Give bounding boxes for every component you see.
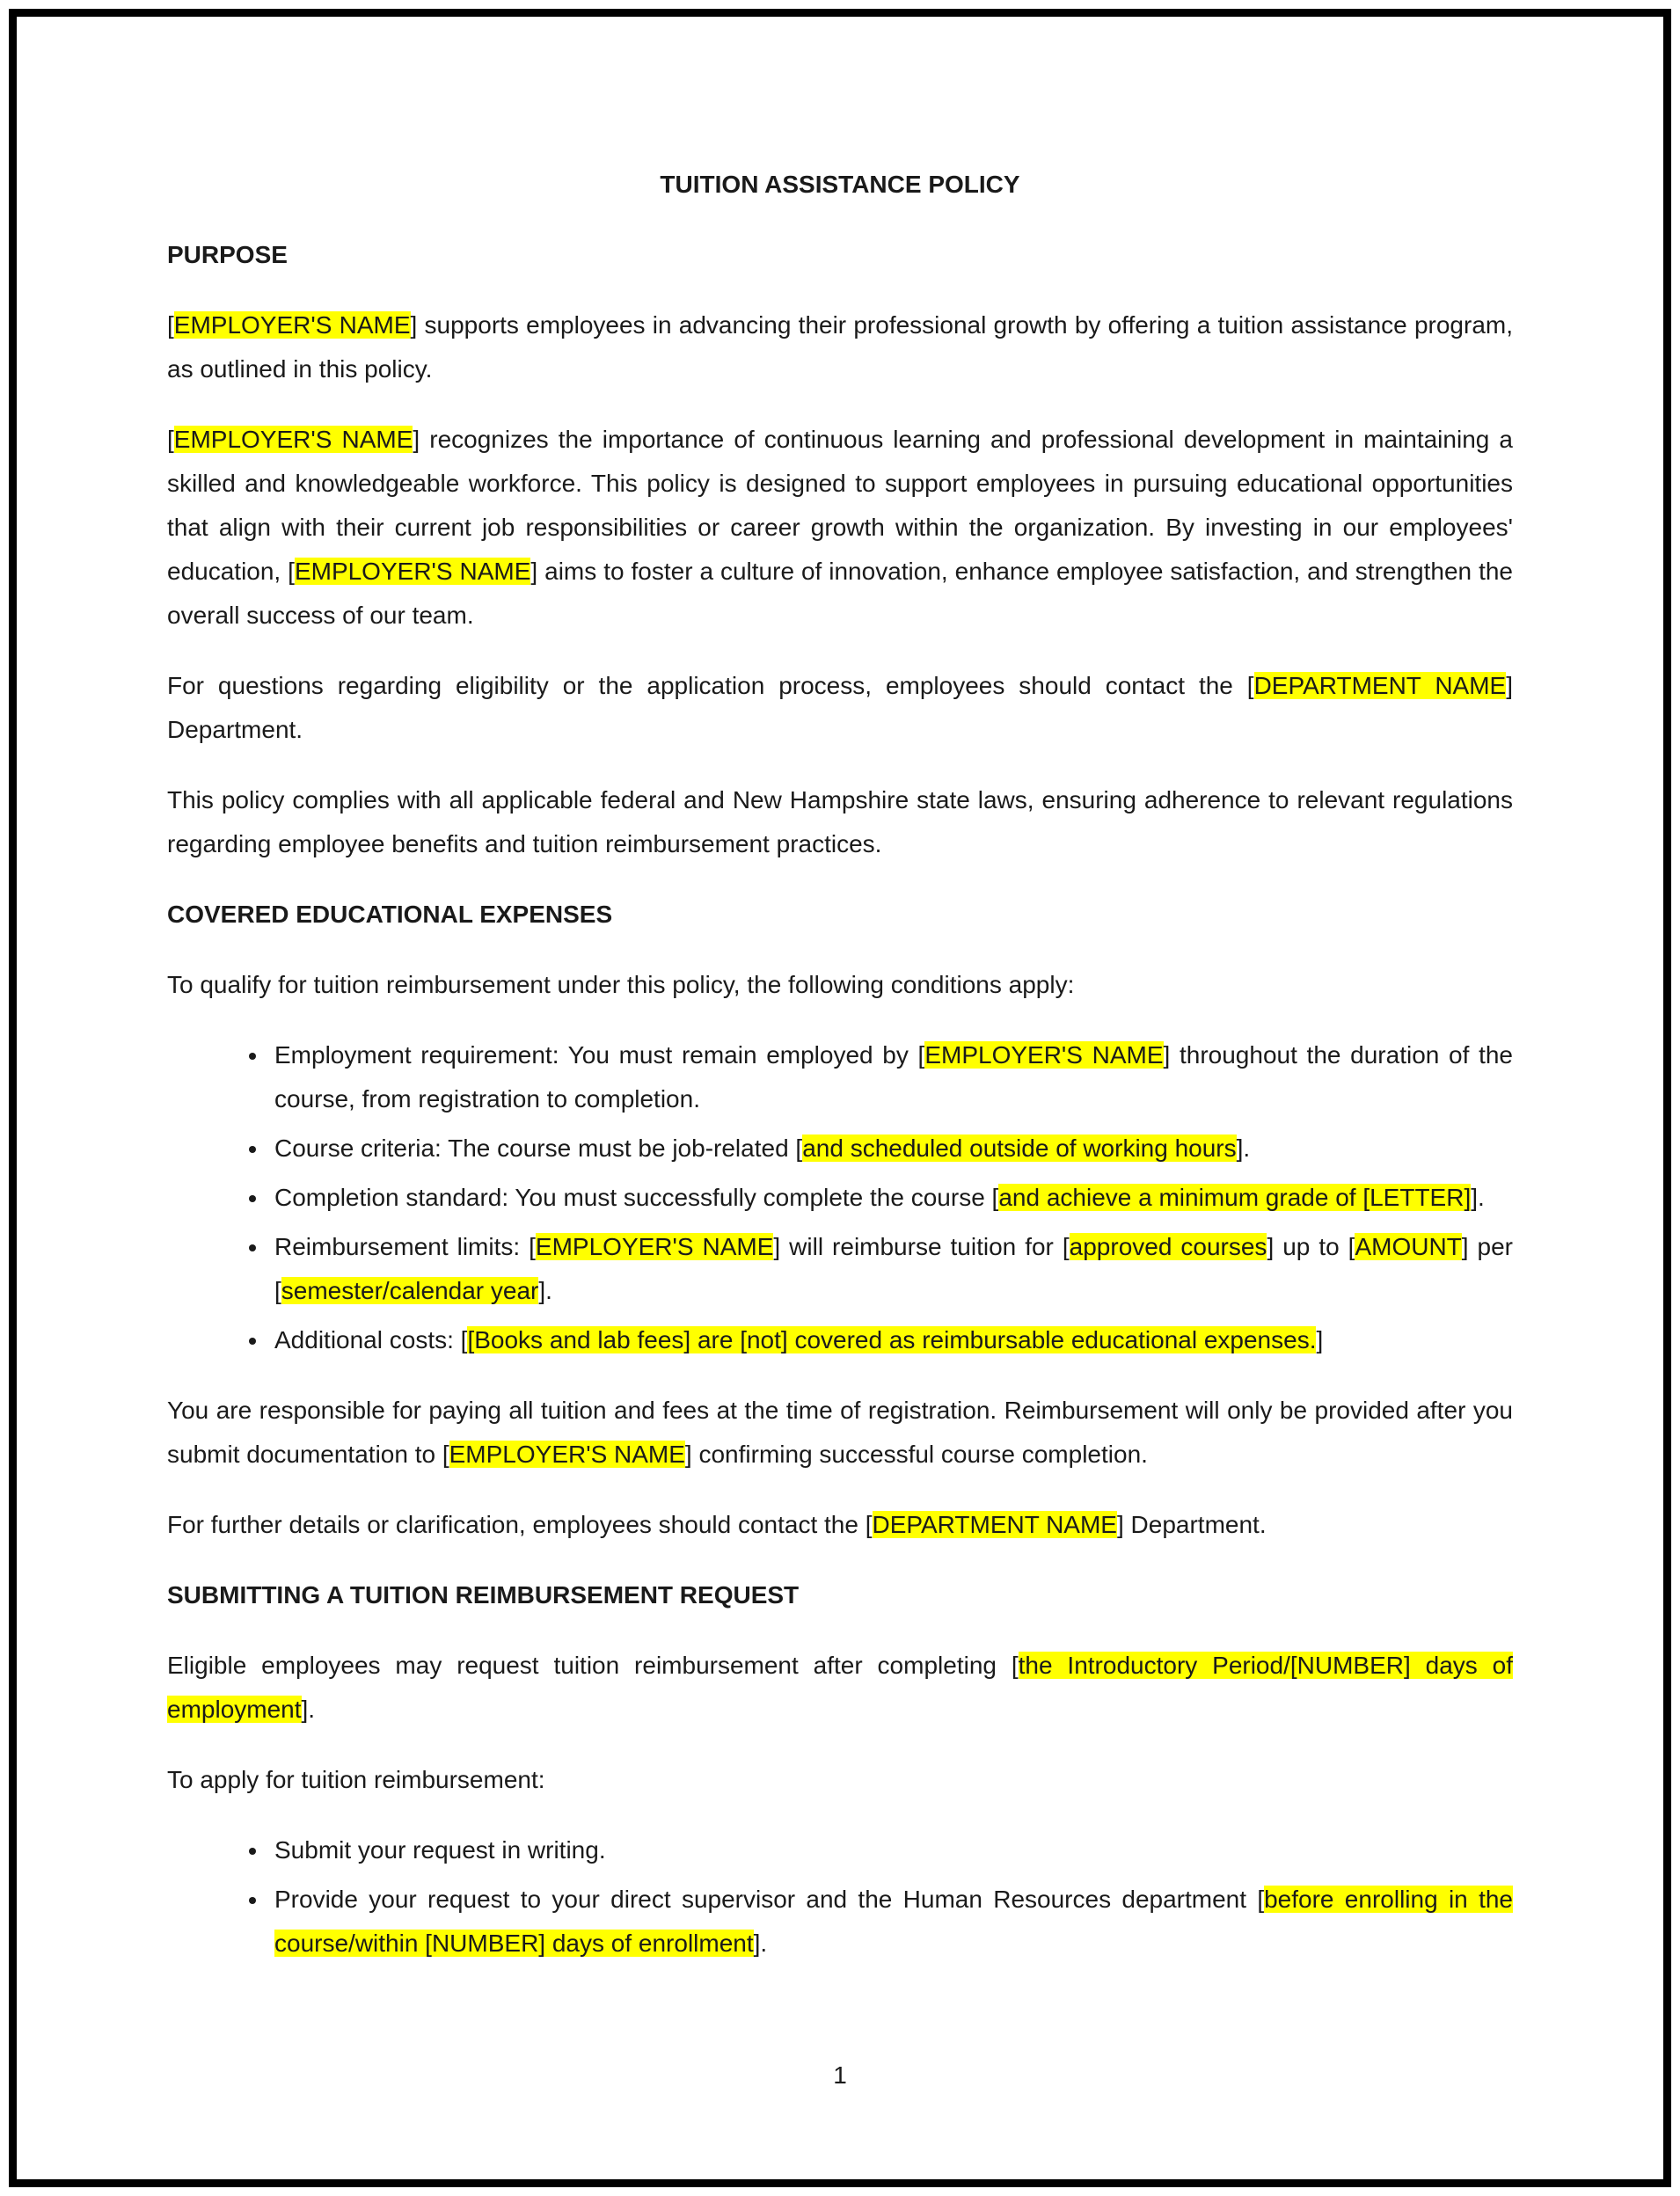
highlighted-placeholder: EMPLOYER'S NAME	[924, 1041, 1164, 1069]
text-run: ].	[1236, 1134, 1251, 1162]
text-run: ] throughout the duration of the course, from registration to completion.	[274, 1041, 1513, 1113]
highlighted-placeholder: EMPLOYER'S NAME	[535, 1233, 774, 1260]
highlighted-placeholder: EMPLOYER'S NAME	[294, 558, 531, 585]
highlighted-placeholder: AMOUNT	[1355, 1233, 1462, 1260]
purpose-paragraph-3	[167, 664, 1513, 752]
text-run: To apply for tuition reimbursement:	[167, 1766, 545, 1793]
text-run: ] Department.	[167, 672, 1513, 743]
covered-intro-paragraph	[167, 963, 1513, 1007]
list-item	[269, 1318, 1513, 1362]
text-run: ] per [	[274, 1233, 1513, 1304]
section-heading-purpose: PURPOSE	[167, 241, 288, 268]
document-title: TUITION ASSISTANCE POLICY	[660, 171, 1020, 198]
section-heading-submitting-request: SUBMITTING A TUITION REIMBURSEMENT REQUEST	[167, 1581, 800, 1609]
text-run: Eligible employees may request tuition reimbursement after completing [	[167, 1652, 1019, 1679]
text-run: Reimbursement limits: [	[274, 1233, 536, 1260]
text-run: ]	[1316, 1326, 1324, 1353]
highlighted-placeholder: and scheduled outside of working hours	[802, 1134, 1237, 1162]
highlighted-placeholder: before enrolling in the course/within [NUMBER] days of enrollment	[274, 1886, 1513, 1957]
highlighted-placeholder: DEPARTMENT NAME	[872, 1511, 1117, 1538]
text-run: For further details or clarification, employees should contact the [	[167, 1511, 873, 1538]
text-run: ] will reimburse tuition for [	[773, 1233, 1070, 1260]
text-run: [	[167, 311, 174, 339]
text-run: ] confirming successful course completion.	[684, 1441, 1148, 1468]
text-run: Employment requirement: You must remain employed by [	[274, 1041, 925, 1069]
text-run: Provide your request to your direct supervisor and the Human Resources department [	[274, 1886, 1265, 1913]
list-item	[269, 1033, 1513, 1121]
text-run: To qualify for tuition reimbursement under this policy, the following conditions apply:	[167, 971, 1075, 998]
text-run: ] supports employees in advancing their professional growth by offering a tuition assistance program, as outlined in this policy.	[167, 311, 1513, 383]
covered-conditions-list	[167, 1033, 1513, 1362]
text-run: [	[167, 426, 174, 453]
covered-outro-paragraph-2	[167, 1503, 1513, 1547]
text-run: For questions regarding eligibility or the application process, employees should contact the [	[167, 672, 1254, 699]
text-run: ] aims to foster a culture of innovation, enhance employee satisfaction, and strengthen the overall success of our team.	[167, 558, 1513, 629]
highlighted-placeholder: the Introductory Period/[NUMBER] days of employment	[167, 1652, 1513, 1723]
text-run: You are responsible for paying all tuition and fees at the time of registration. Reimbursement will only be provided after you submit documentation to [	[167, 1397, 1513, 1468]
list-item	[269, 1225, 1513, 1313]
list-item	[269, 1176, 1513, 1220]
purpose-paragraph-1	[167, 303, 1513, 391]
text-run: Additional costs: [	[274, 1326, 468, 1353]
list-item	[269, 1127, 1513, 1171]
text-run: ] recognizes the importance of continuous learning and professional development in maintaining a skilled and knowledgeable workforce. This policy is designed to support employees in pursuing educational opportunities that align with their current job responsibilities or career growth within the organization. By investing in our employees' education, [	[167, 426, 1513, 585]
purpose-paragraph-4	[167, 778, 1513, 866]
highlighted-placeholder: EMPLOYER'S NAME	[173, 311, 411, 339]
submitting-paragraph-1	[167, 1644, 1513, 1732]
highlighted-placeholder: EMPLOYER'S NAME	[173, 426, 413, 453]
submitting-steps-list	[167, 1828, 1513, 1966]
list-item	[269, 1878, 1513, 1966]
highlighted-placeholder: and achieve a minimum grade of [LETTER]	[998, 1184, 1472, 1211]
covered-outro-paragraph-1	[167, 1389, 1513, 1477]
text-run: ] up to [	[1267, 1233, 1355, 1260]
highlighted-placeholder: semester/calendar year	[281, 1277, 539, 1304]
text-run: This policy complies with all applicable federal and New Hampshire state laws, ensuring adherence to relevant regulations regarding employee benefits and tuition reimbursement practices.	[167, 786, 1513, 857]
text-run: ].	[538, 1277, 552, 1304]
text-run: Completion standard: You must successfully complete the course [	[274, 1184, 999, 1211]
highlighted-placeholder: EMPLOYER'S NAME	[449, 1441, 685, 1468]
text-run: ].	[1471, 1184, 1485, 1211]
text-run: ].	[301, 1696, 316, 1723]
submitting-paragraph-2	[167, 1758, 1513, 1802]
text-run: ] Department.	[1116, 1511, 1267, 1538]
section-heading-covered-expenses: COVERED EDUCATIONAL EXPENSES	[167, 901, 613, 928]
document-content	[167, 163, 1513, 1992]
highlighted-placeholder: DEPARTMENT NAME	[1253, 672, 1507, 699]
text-run: Submit your request in writing.	[274, 1836, 606, 1864]
text-run: ].	[753, 1930, 768, 1957]
text-run: Course criteria: The course must be job-related [	[274, 1134, 803, 1162]
list-item	[269, 1828, 1513, 1872]
highlighted-placeholder: [Books and lab fees] are [not] covered as reimbursable educational expenses.	[467, 1326, 1317, 1353]
highlighted-placeholder: approved courses	[1069, 1233, 1267, 1260]
purpose-paragraph-2	[167, 418, 1513, 638]
page-number: 1	[833, 2061, 847, 2089]
